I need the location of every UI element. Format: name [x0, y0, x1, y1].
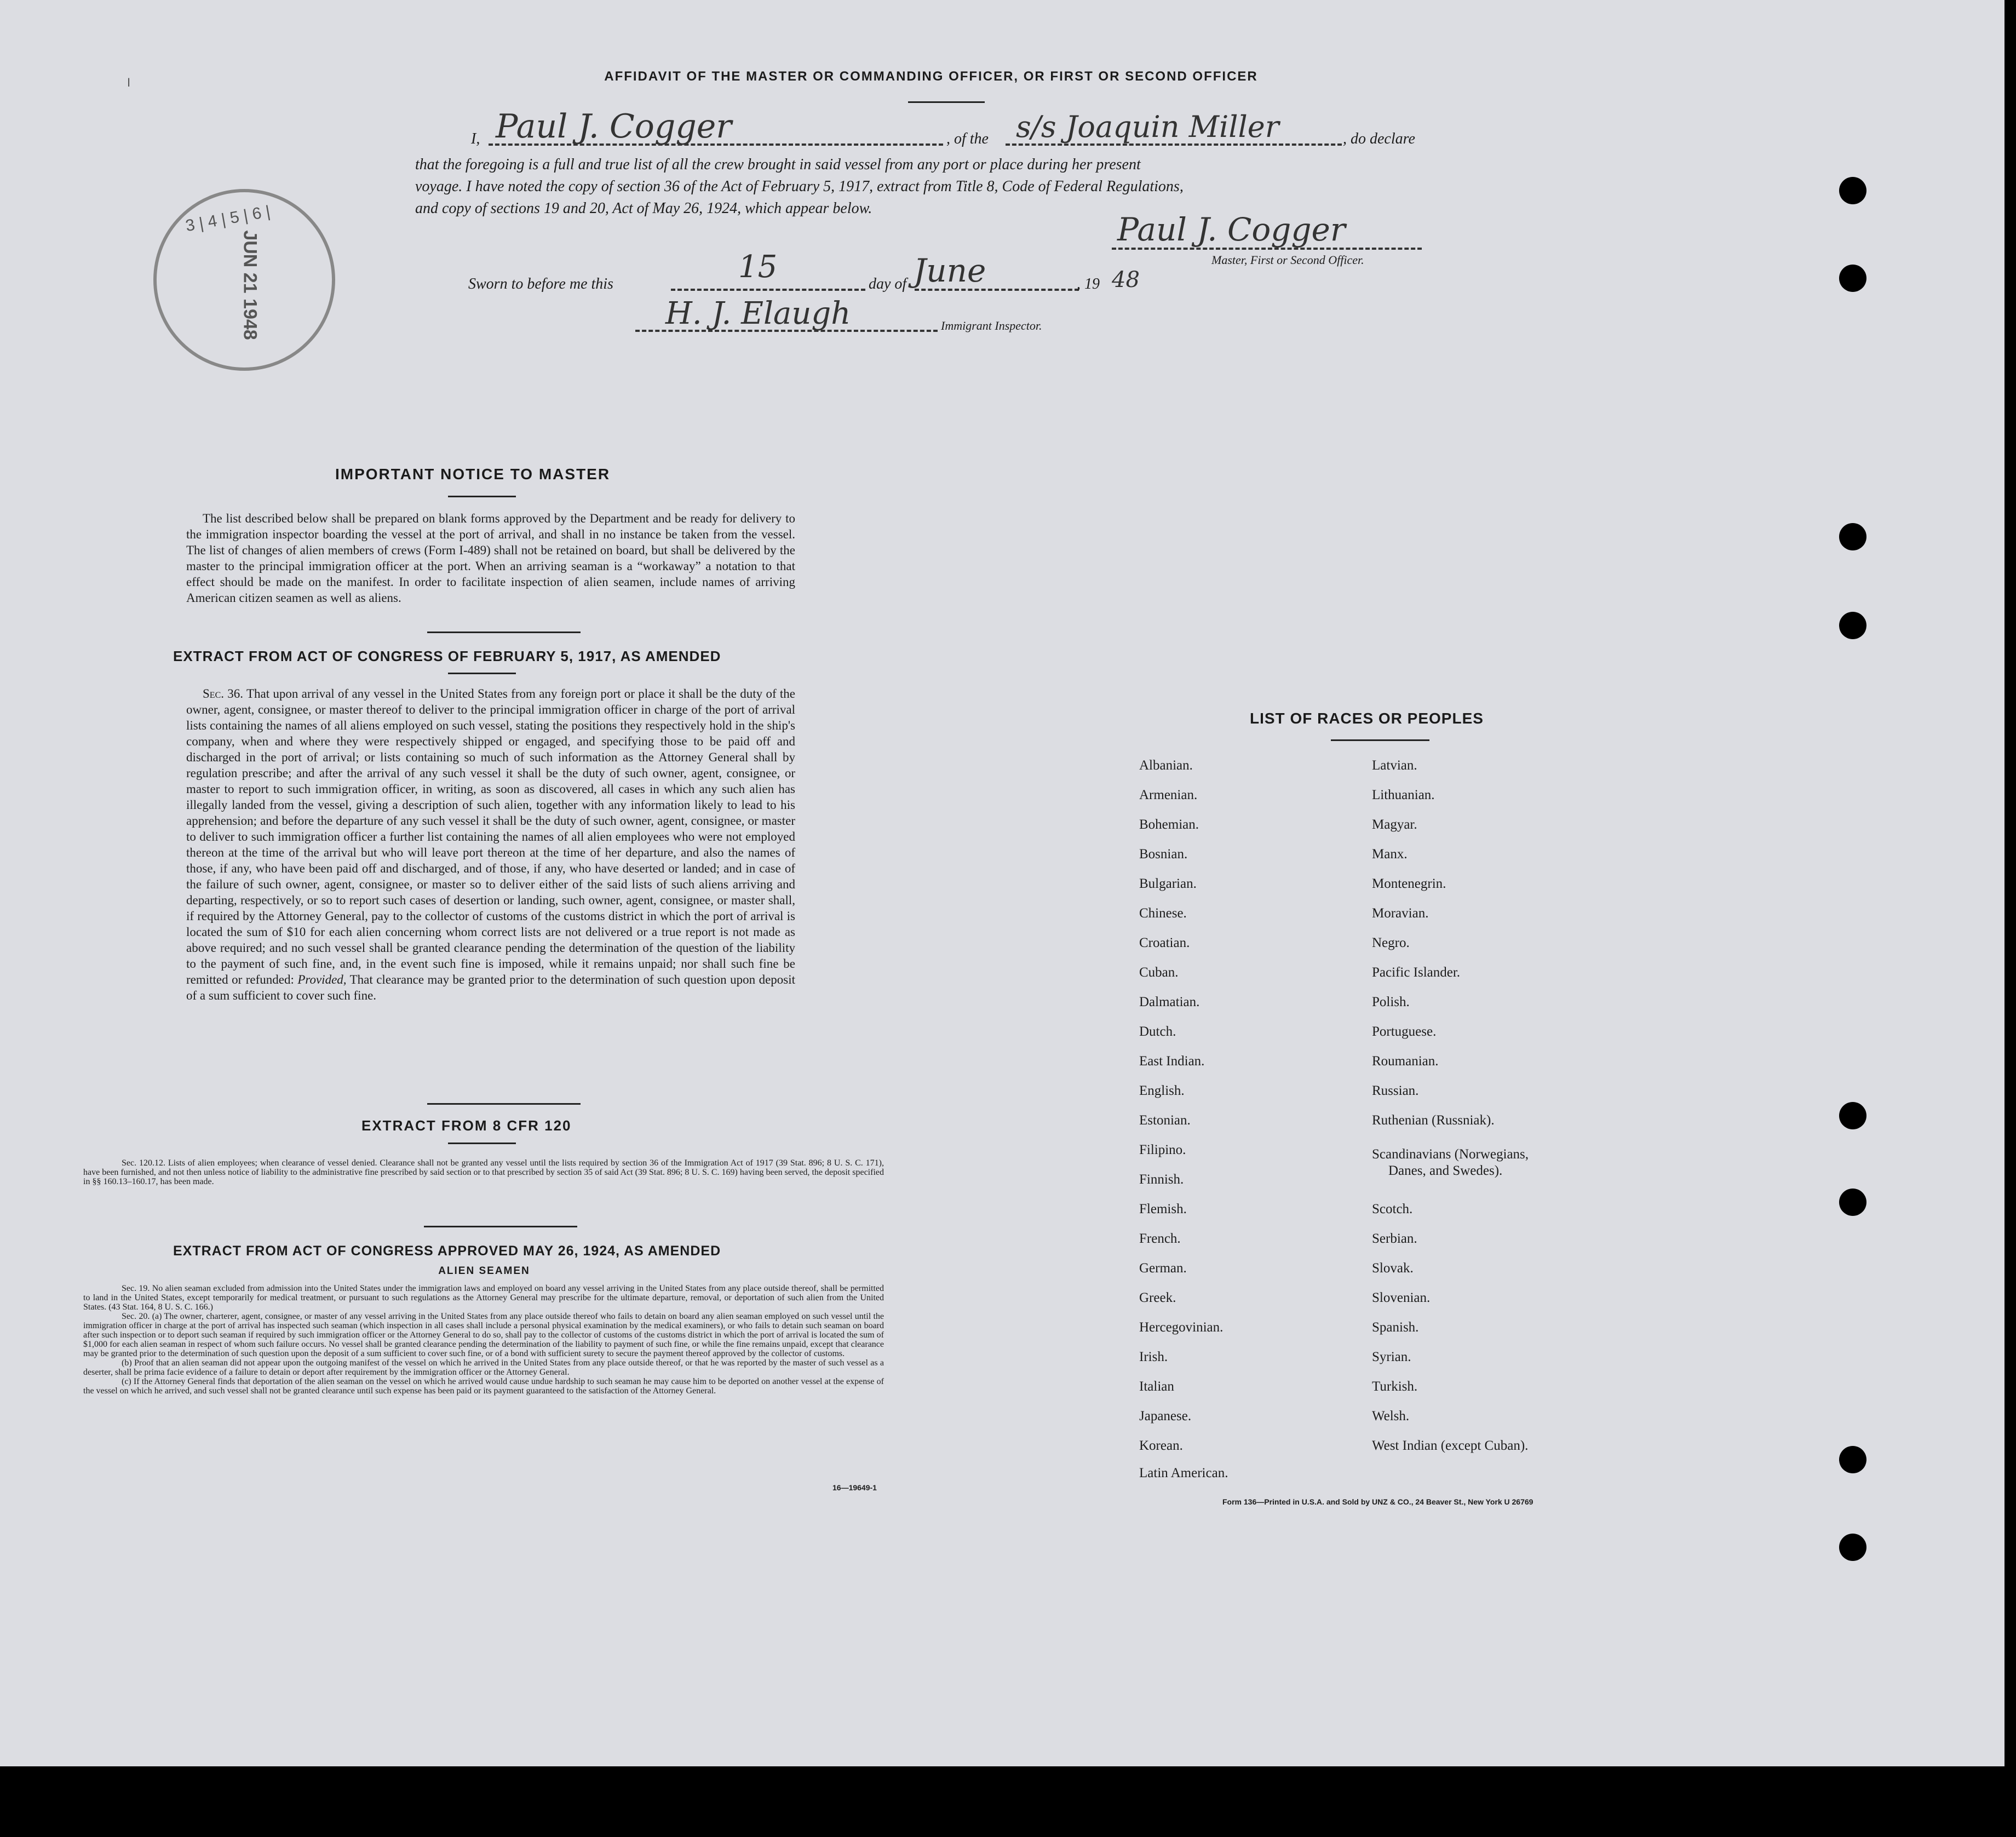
race-item: Manx. [1372, 847, 1408, 862]
affidavit-body-line-2: voyage. I have noted the copy of section 36 of the Act of February 5, 1917, extract from Title 8, Code of Federal Regulations, [415, 178, 1184, 195]
punch-hole [1839, 1102, 1866, 1129]
race-item: Croatian. [1139, 935, 1190, 950]
punch-hole [1839, 612, 1866, 639]
inspector-caption: Immigrant Inspector. [941, 319, 1042, 332]
race-item: Bohemian. [1139, 817, 1199, 832]
race-item: Spanish. [1372, 1320, 1419, 1335]
race-item: Negro. [1372, 935, 1410, 950]
section-rule [427, 632, 581, 633]
day-label: day of [869, 275, 907, 292]
race-item: Latin American. [1139, 1466, 1228, 1480]
punch-hole [1839, 1189, 1866, 1216]
extract-cfr-title: EXTRACT FROM 8 CFR 120 [361, 1117, 572, 1134]
race-item: Armenian. [1139, 788, 1198, 802]
races-left-column [1139, 0, 1358, 1643]
race-item: Montenegrin. [1372, 876, 1446, 891]
section-rule [424, 1226, 577, 1227]
day-handwritten: 15 [738, 249, 778, 285]
stamp-numbers: 3 | 4 | 5 | 6 | [184, 202, 272, 236]
race-item: Lithuanian. [1372, 788, 1435, 802]
race-item: Dutch. [1139, 1024, 1176, 1039]
race-item: Scotch. [1372, 1202, 1413, 1216]
punch-hole [1839, 265, 1866, 292]
race-item: Finnish. [1139, 1172, 1184, 1187]
extract-1917-text [186, 686, 795, 1003]
race-item: Hercegovinian. [1139, 1320, 1224, 1335]
race-item: Flemish. [1139, 1202, 1187, 1216]
signature-caption: Master, First or Second Officer. [1211, 253, 1364, 267]
sec-20b-text: (b) Proof that an alien seaman did not appear upon the outgoing manifest of the vessel on which he arrived in the United States from any place outside thereof, or that he was reported by the master of such vessel as a deserter, shall be prima facie evidence of a failure to detain or deport after requirement by the immigration officer or the Attorney General. [83, 1358, 884, 1377]
sec-20a-text: Sec. 20. (a) The owner, charterer, agent, consignee, or master of any vessel arriving in the United States from any place outside thereof who fails to detain on board any alien seaman employed on such vessel until the immigration officer in charge at the port of arrival has inspected such seaman (which inspection in all cases shall include a personal physical examination by the medical examiners), or who fails to detain such seaman on board after such inspection or to deport such seaman if required by such immigration officer or the Attorney General to do so, shall pay to the collector of customs of the customs district in which the port of arrival is located the sum of $1,000 for each alien seaman in respect of whom such failure occurs. No vessel shall be granted clearance pending the determination of the liability to payment of such fine, or while the fine remains unpaid, except that clearance may be granted prior to the determination of such question upon the deposit of a sum sufficient to cover such fine, or of a bond with sufficient surety to secure the payment thereof approved by the collector of customs. [83, 1312, 884, 1358]
master-name-handwritten: Paul J. Cogger [496, 107, 732, 146]
extract-1924-subtitle: ALIEN SEAMEN [438, 1265, 530, 1277]
extract-cfr-rule [448, 1143, 516, 1144]
race-item: Estonian. [1139, 1113, 1191, 1128]
affidavit-body-line-1: that the foregoing is a full and true list of all the crew brought in said vessel from any port or place during her present [415, 156, 1141, 173]
sworn-label: Sworn to before me this [468, 275, 613, 292]
race-item: German. [1139, 1261, 1187, 1276]
stamp-date: JUN 21 1948 [239, 230, 261, 340]
punch-hole [1839, 177, 1866, 204]
race-item: East Indian. [1139, 1054, 1205, 1069]
provided-word: Provided, [297, 973, 347, 986]
race-item: Danes, and Swedes). [1388, 1163, 1503, 1178]
sec-36-label: Sec. 36. [203, 687, 244, 701]
sec-36-text-b: That clearance may be granted prior to the determination of such question upon deposit of a sum sufficient to cover such fine. [186, 973, 796, 1002]
races-title: LIST OF RACES OR PEOPLES [1250, 710, 1484, 727]
sec-36-text-a: That upon arrival of any vessel in the United States from any foreign port or place it shall be the duty of the owner, agent, consignee, or master thereof to deliver to the principal immigration officer in charge of the port of arrival lists containing the names of all aliens employed on such vessel, stating the positions they respectively hold in the ship's company, when and where they were respectively shipped or engaged, and specifying those to be paid off and discharged in the port of arrival; or lists containing so much of such information as the Attorney General shall by regulation prescribe; and after the arrival of any such vessel it shall be the duty of such owner, agent, consignee, or master to report to such immigration officer, in writing, as soon as discovered, all cases in which any such alien has illegally landed from the vessel, giving a description of such alien, together with any information likely to lead to his apprehension; and before the departure of any such vessel it shall be the duty of such owner, agent, consignee, or master to deliver to such immigration officer a further list containing the names of all alien employees who were not employed thereon at the time of the arrival but who will leave port thereon at the time of her departure, and also the names of those, if any, who have been paid off and discharged, and of those, if any, who have deserted or landed; and in case of the failure of such owner, agent, consignee, or master so to deliver either of the said lists of such aliens arriving and departing, respectively, or so to report such cases of desertion or landing, such owner, agent, consignee, or master shall, if required by the Attorney General, pay to the collector of customs of the customs district in which the port of arrival is located the sum of $10 for each alien concerning whom correct lists are not delivered or a true report is not made as above required; and no such vessel shall be granted clearance pending the determination of the question of the liability to the payment of such fine, and, in the event such fine is imposed, while it remains unpaid; nor shall such fine be remitted or refunded: [186, 687, 795, 986]
race-item: Irish. [1139, 1350, 1168, 1364]
master-signature: Paul J. Cogger [1117, 211, 1346, 248]
race-item: English. [1139, 1083, 1185, 1098]
race-item: Roumanian. [1372, 1054, 1439, 1069]
extract-cfr-text: Sec. 120.12. Lists of alien employees; when clearance of vessel denied. Clearance shall not be granted any vessel until the lists required by section 36 of the Immigration Act of 1917 (39 Stat. 896; 8 U. S. C. 171), have been furnished, and not then unless notice of liability to the administrative fine prescribed by said section or to that prescribed by section 35 of said Act (39 Stat. 896; 8 U. S. C. 169) having been served, the deposit specified in §§ 160.13–160.17, has been made. [83, 1158, 884, 1186]
race-item: Moravian. [1372, 906, 1429, 921]
extract-1917-title: EXTRACT FROM ACT OF CONGRESS OF FEBRUARY 5, 1917, AS AMENDED [173, 648, 721, 664]
vessel-name-handwritten: s/s Joaquin Miller [1016, 110, 1279, 144]
race-item: Filipino. [1139, 1143, 1186, 1157]
form-footer: Form 136—Printed in U.S.A. and Sold by UNZ & CO., 24 Beaver St., New York U 26769 [1222, 1497, 1533, 1506]
race-item: Greek. [1139, 1290, 1176, 1305]
notice-title: IMPORTANT NOTICE TO MASTER [335, 466, 611, 483]
title-rule [908, 101, 985, 103]
race-item: Albanian. [1139, 758, 1193, 773]
margin-mark: I [127, 76, 131, 89]
race-item: Japanese. [1139, 1409, 1192, 1423]
form-code: 16—19649-1 [832, 1483, 877, 1492]
punch-hole [1839, 1446, 1866, 1473]
section-rule [427, 1103, 581, 1105]
race-item: Dalmatian. [1139, 995, 1200, 1009]
year-prefix: , 19 [1077, 275, 1100, 292]
race-item: Korean. [1139, 1438, 1183, 1453]
race-item: Bulgarian. [1139, 876, 1197, 891]
affidavit-i-label: I, [471, 130, 480, 147]
race-item: Syrian. [1372, 1350, 1411, 1364]
race-item: Portuguese. [1372, 1024, 1437, 1039]
race-item: Pacific Islander. [1372, 965, 1461, 980]
affidavit-title: AFFIDAVIT OF THE MASTER OR COMMANDING OFFICER, OR FIRST OR SECOND OFFICER [604, 69, 1258, 84]
race-item: Slovenian. [1372, 1290, 1431, 1305]
race-item: West Indian (except Cuban). [1372, 1438, 1529, 1453]
affidavit-body-line-3: and copy of sections 19 and 20, Act of May 26, 1924, which appear below. [415, 200, 872, 217]
race-item: Scandinavians (Norwegians, [1372, 1147, 1529, 1162]
race-item: Slovak. [1372, 1261, 1414, 1276]
race-item: Ruthenian (Russniak). [1372, 1113, 1495, 1128]
inspector-signature: H. J. Elaugh [665, 296, 851, 331]
race-item: Polish. [1372, 995, 1410, 1009]
day-line [671, 289, 865, 291]
extract-1924-text [83, 1284, 884, 1396]
punch-hole [1839, 1534, 1866, 1561]
punch-hole [1839, 523, 1866, 550]
race-item: Cuban. [1139, 965, 1179, 980]
race-item: Bosnian. [1139, 847, 1188, 862]
notice-title-rule [448, 496, 516, 497]
extract-1917-rule [448, 673, 516, 674]
sec-20c-text: (c) If the Attorney General finds that deportation of the alien seaman on the vessel on which he arrived would cause undue hardship to such seaman he may cause him to be deported on another vessel at the expense of the vessel on which he arrived, and such vessel shall not be granted clearance until such expense has been paid or its payment guaranteed to the satisfaction of the Attorney General. [83, 1377, 884, 1396]
races-right-column [1372, 0, 1679, 1643]
date-stamp [153, 189, 335, 371]
notice-text: The list described below shall be prepared on blank forms approved by the Department and be ready for delivery to the immigration inspector boarding the vessel at the port of arrival, and shall in no instance be taken from the vessel. The list of changes of alien members of crews (Form I-489) shall not be retained on board, but shall be delivered by the master to the principal immigration officer at the port. When an arriving seaman is a “workaway” a notation to that effect should be made on the manifest. In order to facilitate inspection of alien seamen, include names of arriving American citizen seamen as well as aliens. [186, 512, 795, 605]
affidavit-do-declare: , do declare [1343, 130, 1415, 147]
race-item: French. [1139, 1231, 1181, 1246]
race-item: Magyar. [1372, 817, 1417, 832]
race-item: Serbian. [1372, 1231, 1417, 1246]
race-item: Welsh. [1372, 1409, 1410, 1423]
race-item: Russian. [1372, 1083, 1419, 1098]
race-item: Latvian. [1372, 758, 1417, 773]
month-handwritten: June [914, 252, 986, 289]
extract-1924-title: EXTRACT FROM ACT OF CONGRESS APPROVED MAY 26, 1924, AS AMENDED [173, 1243, 721, 1259]
race-item: Chinese. [1139, 906, 1187, 921]
race-item: Italian [1139, 1379, 1174, 1394]
sec-19-text: Sec. 19. No alien seaman excluded from admission into the United States under the immigration laws and employed on board any vessel arriving in the United States from any place outside thereof, shall be permitted to land in the United States, except temporarily for medical treatment, or pursuant to such regulations as the Attorney General may prescribe for the ultimate departure, removal, or deportation of such alien from the United States. (43 Stat. 164, 8 U. S. C. 166.) [83, 1284, 884, 1312]
affidavit-of-the: , of the [946, 130, 989, 147]
year-handwritten: 48 [1112, 267, 1140, 292]
race-item: Turkish. [1372, 1379, 1418, 1394]
